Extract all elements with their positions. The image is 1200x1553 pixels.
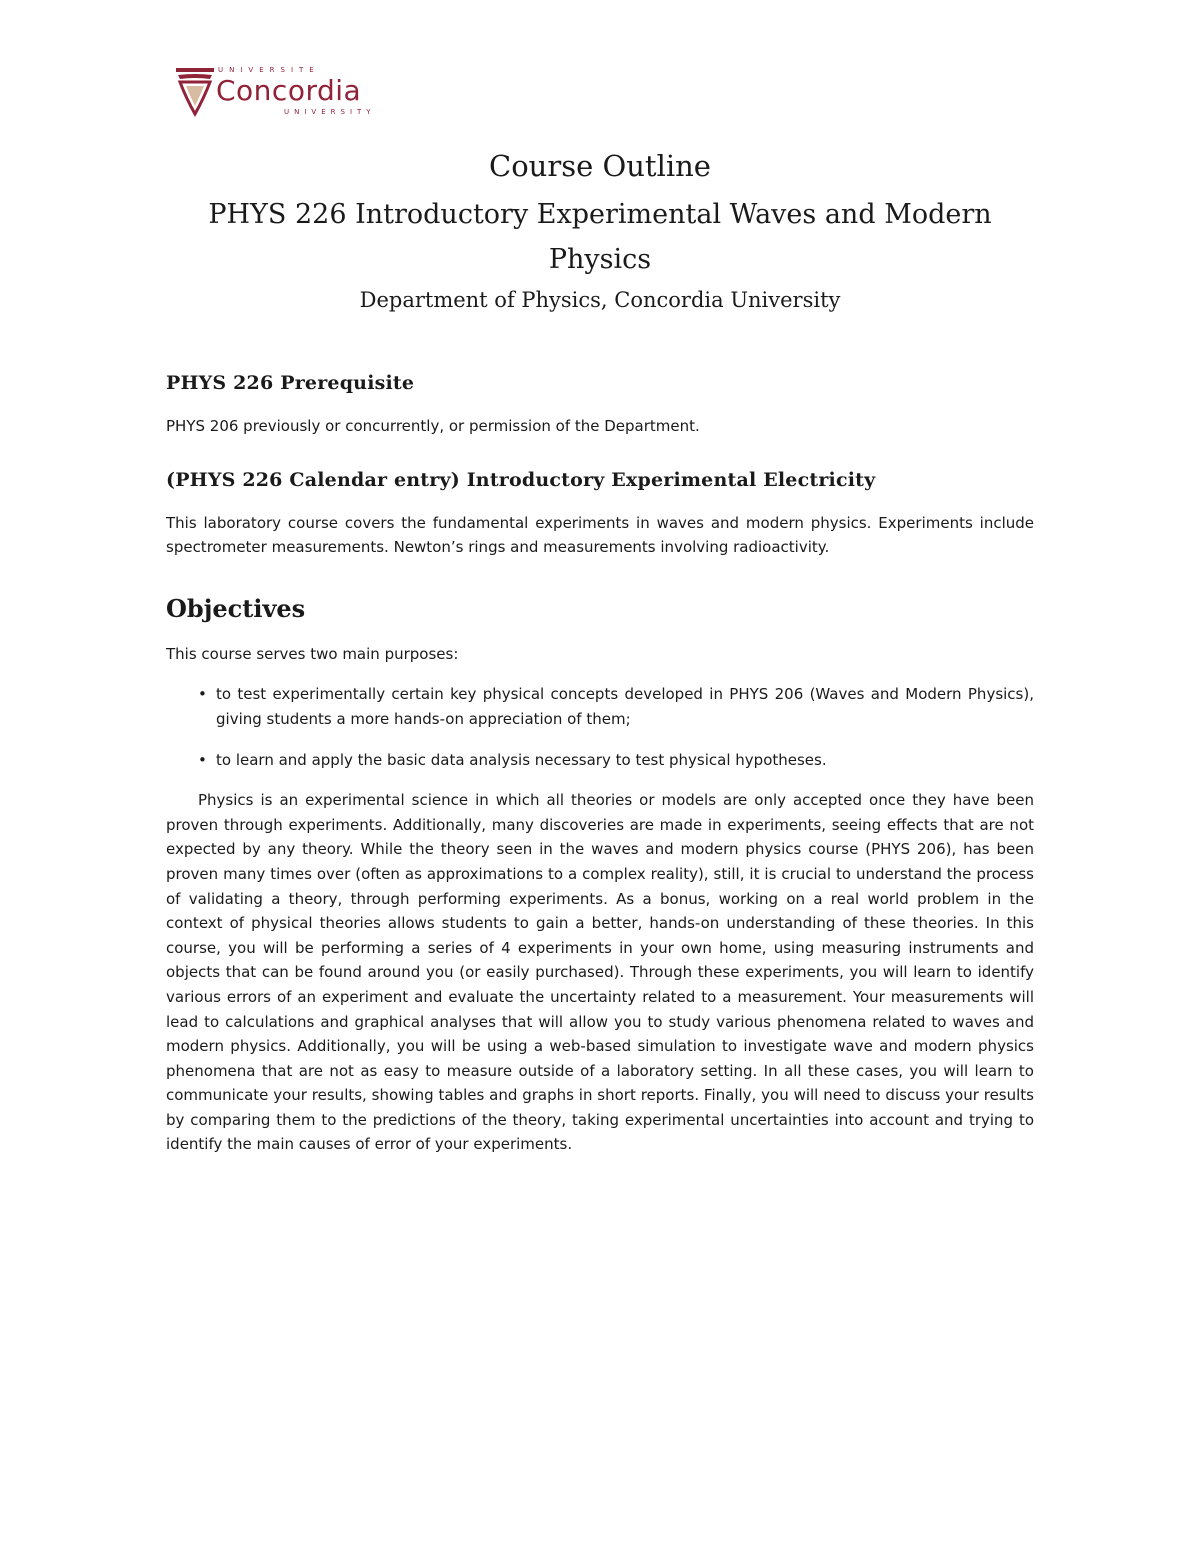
- objectives-list: [166, 682, 1034, 772]
- document-title: Course Outline: [489, 149, 711, 183]
- logo-top-text: UNIVERSITE: [218, 66, 320, 74]
- prerequisite-text: PHYS 206 previously or concurrently, or permission of the Department.: [166, 417, 700, 435]
- logo-wordmark: Concordia: [216, 74, 362, 107]
- course-title: PHYS 226 Introductory Experimental Waves and Modern Physics: [208, 199, 992, 275]
- bullet-icon: •: [198, 750, 207, 769]
- prerequisite-heading: PHYS 226 Prerequisite: [166, 372, 415, 394]
- list-item: [166, 682, 1034, 731]
- calendar-text: This laboratory course covers the fundamental experiments in waves and modern physics. Experiments include spectrometer measurements. Newton’s rings and measurements involving radioactivity.: [166, 513, 1034, 557]
- title-block: [166, 146, 1034, 316]
- objectives-paragraph: Physics is an experimental science in which all theories or models are only accepted once they have been proven through experiments. Additionally, many discoveries are made in experiments, seeing effects that are not expected by any theory. While the theory seen in the waves and modern physics course (PHYS 206), has been proven many times over (often as approximations to a complex reality), still, it is crucial to understand the process of validating a theory, through performing experiments. As a bonus, working on a real world problem in the context of physical theories allows students to gain a better, hands-on understanding of these theories. In this course, you will be performing a series of 4 experiments in your own home, using measuring instruments and objects that can be found around you (or easily purchased). Through these experiments, you will learn to identify various errors of an experiment and evaluate the uncertainty related to a measurement. Your measurements will lead to calculations and graphical analyses that will allow you to study various phenomena related to waves and modern physics. Additionally, you will be using a web-based simulation to investigate wave and modern physics phenomena that are not as easy to measure outside of a laboratory setting. In all these cases, you will learn to communicate your results, showing tables and graphs in short reports. Finally, you will need to discuss your results by comparing them to the predictions of the theory, taking experimental uncertainties into account and trying to identify the main causes of error of your experiments.: [166, 791, 1034, 1154]
- list-item-text: to learn and apply the basic data analysis necessary to test physical hypotheses.: [216, 750, 827, 769]
- main-content: [166, 370, 1034, 1157]
- concordia-logo: [174, 64, 384, 120]
- department-line: Department of Physics, Concordia University: [359, 288, 841, 312]
- bullet-icon: •: [198, 685, 207, 704]
- list-item: [166, 748, 1034, 773]
- objectives-heading: Objectives: [166, 593, 306, 623]
- logo-bottom-text: UNIVERSITY: [284, 108, 376, 116]
- calendar-heading: (PHYS 226 Calendar entry) Introductory Experimental Electricity: [166, 468, 876, 491]
- objectives-intro: This course serves two main purposes:: [166, 644, 459, 663]
- list-item-text: to test experimentally certain key physical concepts developed in PHYS 206 (Waves and Modern Physics), giving students a more hands-on appreciation of them;: [216, 685, 1034, 728]
- concordia-crest-icon: [174, 64, 216, 118]
